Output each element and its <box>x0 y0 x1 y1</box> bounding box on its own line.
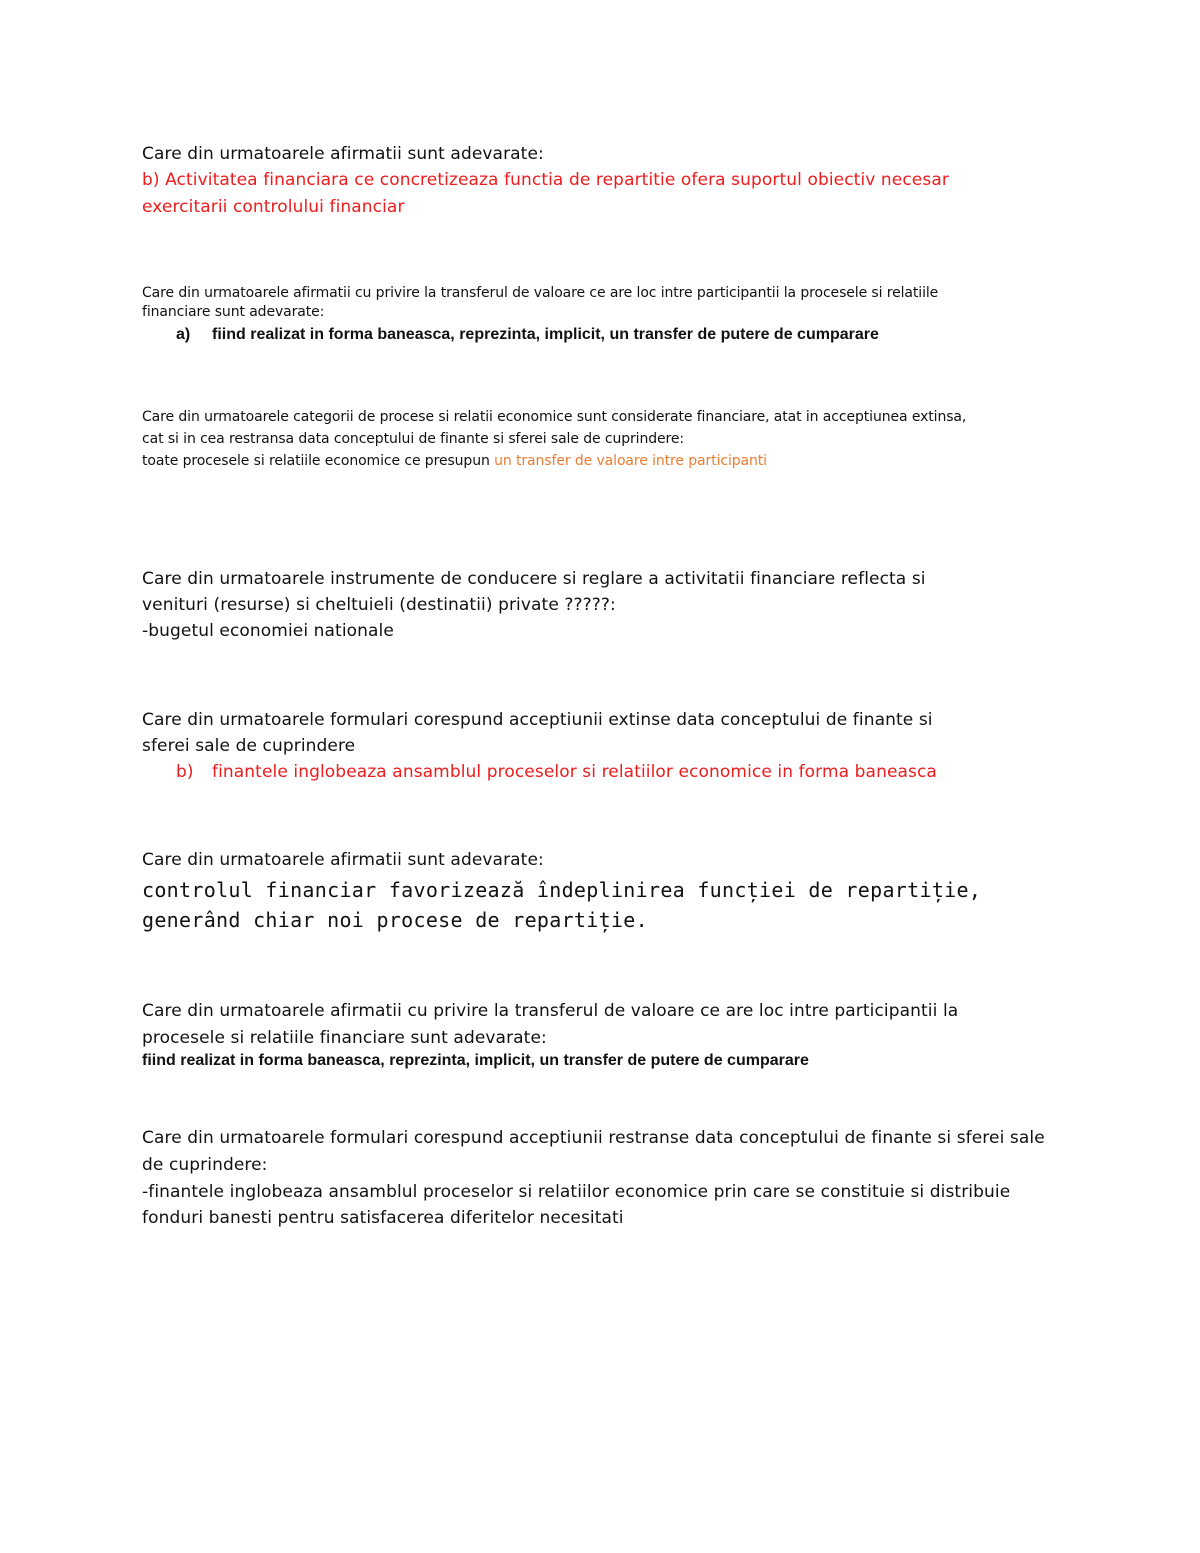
question-4-line-2: venituri (resurse) si cheltuieli (destinatii) private ?????: <box>142 595 616 615</box>
question-6: Care din urmatoarele afirmatii sunt adevarate: <box>142 850 544 870</box>
answer-6-line-2: generând chiar noi procese de repartiție. <box>142 908 648 932</box>
answer-1-line-2: exercitarii controlului financiar <box>142 197 405 217</box>
answer-2 <box>176 327 879 343</box>
question-7-line-1: Care din urmatoarele afirmatii cu privire la transferul de valoare ce are loc intre participantii la <box>142 1001 959 1021</box>
question-8-line-1: Care din urmatoarele formulari corespund acceptiunii restranse data conceptului de finante si sferei sale <box>142 1128 1045 1148</box>
answer-1-line-1: b) Activitatea financiara ce concretizeaza functia de repartitie ofera suportul obiectiv necesar <box>142 170 949 190</box>
answer-5-text: finantele inglobeaza ansamblul proceselor si relatiilor economice in forma baneasca <box>212 762 937 782</box>
question-2-line-1: Care din urmatoarele afirmatii cu privire la transferul de valoare ce are loc intre participantii la procesele si relatiile <box>142 285 939 301</box>
question-8-line-2: de cuprindere: <box>142 1155 268 1175</box>
question-7-line-2: procesele si relatiile financiare sunt adevarate: <box>142 1028 547 1048</box>
answer-8-line-2: fonduri banesti pentru satisfacerea diferitelor necesitati <box>142 1208 624 1228</box>
question-3-line-2: cat si in cea restransa data conceptului de finante si sferei sale de cuprindere: <box>142 431 685 447</box>
answer-2-text: fiind realizat in forma baneasca, reprezinta, implicit, un transfer de putere de cumparare <box>212 326 879 343</box>
answer-4: -bugetul economiei nationale <box>142 621 394 641</box>
answer-5 <box>176 764 937 781</box>
question-3-line-1: Care din urmatoarele categorii de procese si relatii economice sunt considerate financiare, atat in acceptiunea extinsa, <box>142 409 967 425</box>
answer-3 <box>142 454 767 468</box>
answer-8-line-1: -finantele inglobeaza ansamblul proceselor si relatiilor economice prin care se constituie si distribuie <box>142 1182 1011 1202</box>
answer-5-marker: b) <box>176 762 194 782</box>
question-2-line-2: financiare sunt adevarate: <box>142 304 325 320</box>
answer-3-prefix: toate procesele si relatiile economice ce presupun <box>142 453 495 469</box>
question-5-line-1: Care din urmatoarele formulari corespund acceptiunii extinse data conceptului de finante si <box>142 710 933 730</box>
answer-6-line-1: controlul financiar favorizează îndeplinirea funcției de repartiție, <box>142 878 982 902</box>
answer-2-marker: a) <box>176 326 191 343</box>
question-4-line-1: Care din urmatoarele instrumente de conducere si reglare a activitatii financiare reflecta si <box>142 569 926 589</box>
question-1: Care din urmatoarele afirmatii sunt adevarate: <box>142 144 544 164</box>
answer-7: fiind realizat in forma baneasca, reprezinta, implicit, un transfer de putere de cumparare <box>142 1052 809 1069</box>
question-5-line-2: sferei sale de cuprindere <box>142 736 356 756</box>
answer-3-highlight: un transfer de valoare intre participanti <box>494 453 767 469</box>
